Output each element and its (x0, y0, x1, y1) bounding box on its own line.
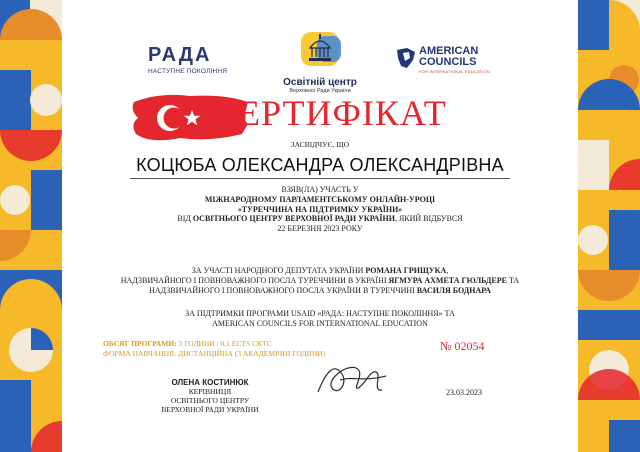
event-name-line1: МІЖНАРОДНОМУ ПАРЛАМЕНТСЬКОМУ ОНЛАЙН-УРОЦІ (204, 194, 436, 204)
organizer-name: ОСВІТНЬОГО ЦЕНТРУ ВЕРХОВНОЇ РАДИ УКРАЇНИ (192, 214, 395, 224)
education-center-logo-title: Освітній центр (283, 77, 357, 88)
program-volume-value: 3 ГОДИНИ / 0,1 ECTS СКТС (176, 339, 272, 348)
globe-map-icon (395, 46, 417, 70)
certificate-title: ЕРТИФІКАТ (238, 93, 447, 133)
signer-role-line1: КЕРІВНИЦЯ (188, 387, 232, 396)
took-part-text: ВЗЯВ(ЛА) УЧАСТЬ У (281, 185, 359, 194)
signature-icon (312, 352, 392, 402)
from-prefix: ВІД (177, 214, 191, 224)
american-councils-logo (395, 46, 490, 74)
recipient-name: КОЦЮБА ОЛЕКСАНДРА ОЛЕКСАНДРІВНА (136, 155, 504, 175)
certificate-number: № 02054 (440, 339, 485, 353)
signer-name: ОЛЕНА КОСТИНЮК (171, 378, 249, 387)
program-details (103, 339, 325, 359)
rada-logo-title: РАДА (148, 44, 212, 66)
support-line2: AMERICAN COUNCILS FOR INTERNATIONAL EDUCATION (212, 318, 428, 328)
american-councils-line2: COUNCILS (419, 56, 477, 68)
support-block (62, 309, 578, 329)
held-suffix: , ЯКИЙ ВІДБУВСЯ (394, 214, 463, 224)
certificate-title-block (130, 88, 510, 148)
certifies-label: ЗАСВІДЧУЄ, ЩО (290, 140, 350, 149)
right-decorative-border (578, 0, 640, 452)
event-name-line2: «ТУРЕЧЧИНА НА ПІДТРИМКУ УКРАЇНИ» (237, 204, 403, 214)
american-councils-line1: AMERICAN (419, 45, 479, 57)
rada-logo-subtitle: НАСТУПНЕ ПОКОЛІННЯ (148, 68, 228, 75)
participation-prefix: ЗА УЧАСТІ НАРОДНОГО ДЕПУТАТА УКРАЇНИ (191, 266, 364, 275)
rada-logo (148, 44, 227, 75)
signer-role-line3: ВЕРХОВНОЇ РАДИ УКРАЇНИ (161, 405, 259, 414)
event-date: 22 БЕРЕЗНЯ 2023 РОКУ (277, 224, 363, 234)
participants-block: ЗА УЧАСТІ НАРОДНОГО ДЕПУТАТА УКРАЇНИ РОМАНА ГРИЩУКА, НАДЗВИЧАЙНОГО І ПОВНОВАЖНОГО ПОСЛА ТУРЕЧЧИНИ В УКРАЇНІ ЯГМУРА АХМЕТА ГЮЛЬДЕРЕ ТА НАДЗВИЧАЙНОГО І ПОВНОВАЖНОГО ПОСЛА УКРАЇНИ В ТУРЕЧЧИНІ ВАСИЛЯ БОДНАРА (120, 266, 520, 295)
study-form-value: ДИСТАНЦІЙНА (3 АКАДЕМІЧНІ ГОДИНИ) (176, 349, 326, 358)
issue-date: 23.03.2023 (446, 388, 482, 397)
name-underline (62, 178, 578, 179)
education-center-logo (270, 28, 370, 94)
deputy-name: РОМАНА ГРИЩУКА (365, 266, 447, 275)
signer-role-line2: ОСВІТНЬОГО ЦЕНТРУ (170, 396, 250, 405)
american-councils-line3: FOR INTERNATIONAL EDUCATION (419, 69, 490, 74)
signer-block (130, 378, 290, 414)
turkish-flag-brush-icon (130, 88, 250, 146)
event-block (62, 185, 578, 234)
ambassador-ukraine-prefix: НАДЗВИЧАЙНОГО І ПОВНОВАЖНОГО ПОСЛА УКРАЇНИ В ТУРЕЧЧИНІ (149, 285, 415, 295)
ambassador-turkey-name: ЯГМУРА АХМЕТА ГЮЛЬДЕРЕ (388, 275, 507, 285)
education-center-logo-subtitle: Верховної Ради України (289, 88, 351, 94)
parliament-dome-icon (295, 28, 345, 70)
and-conjunction: ТА (508, 275, 520, 285)
ambassador-turkey-prefix: НАДЗВИЧАЙНОГО І ПОВНОВАЖНОГО ПОСЛА ТУРЕЧЧИНИ В УКРАЇНІ (120, 275, 387, 285)
program-volume-label: ОБСЯГ ПРОГРАМИ: (103, 339, 177, 348)
ambassador-ukraine-name: ВАСИЛЯ БОДНАРА (416, 285, 491, 295)
study-form-label: ФОРМА НАВЧАННЯ: (103, 349, 177, 358)
left-decorative-border (0, 0, 62, 452)
support-line1: ЗА ПІДТРИМКИ ПРОГРАМИ USAID «РАДА: НАСТУПНЕ ПОКОЛІННЯ» ТА (185, 309, 455, 318)
